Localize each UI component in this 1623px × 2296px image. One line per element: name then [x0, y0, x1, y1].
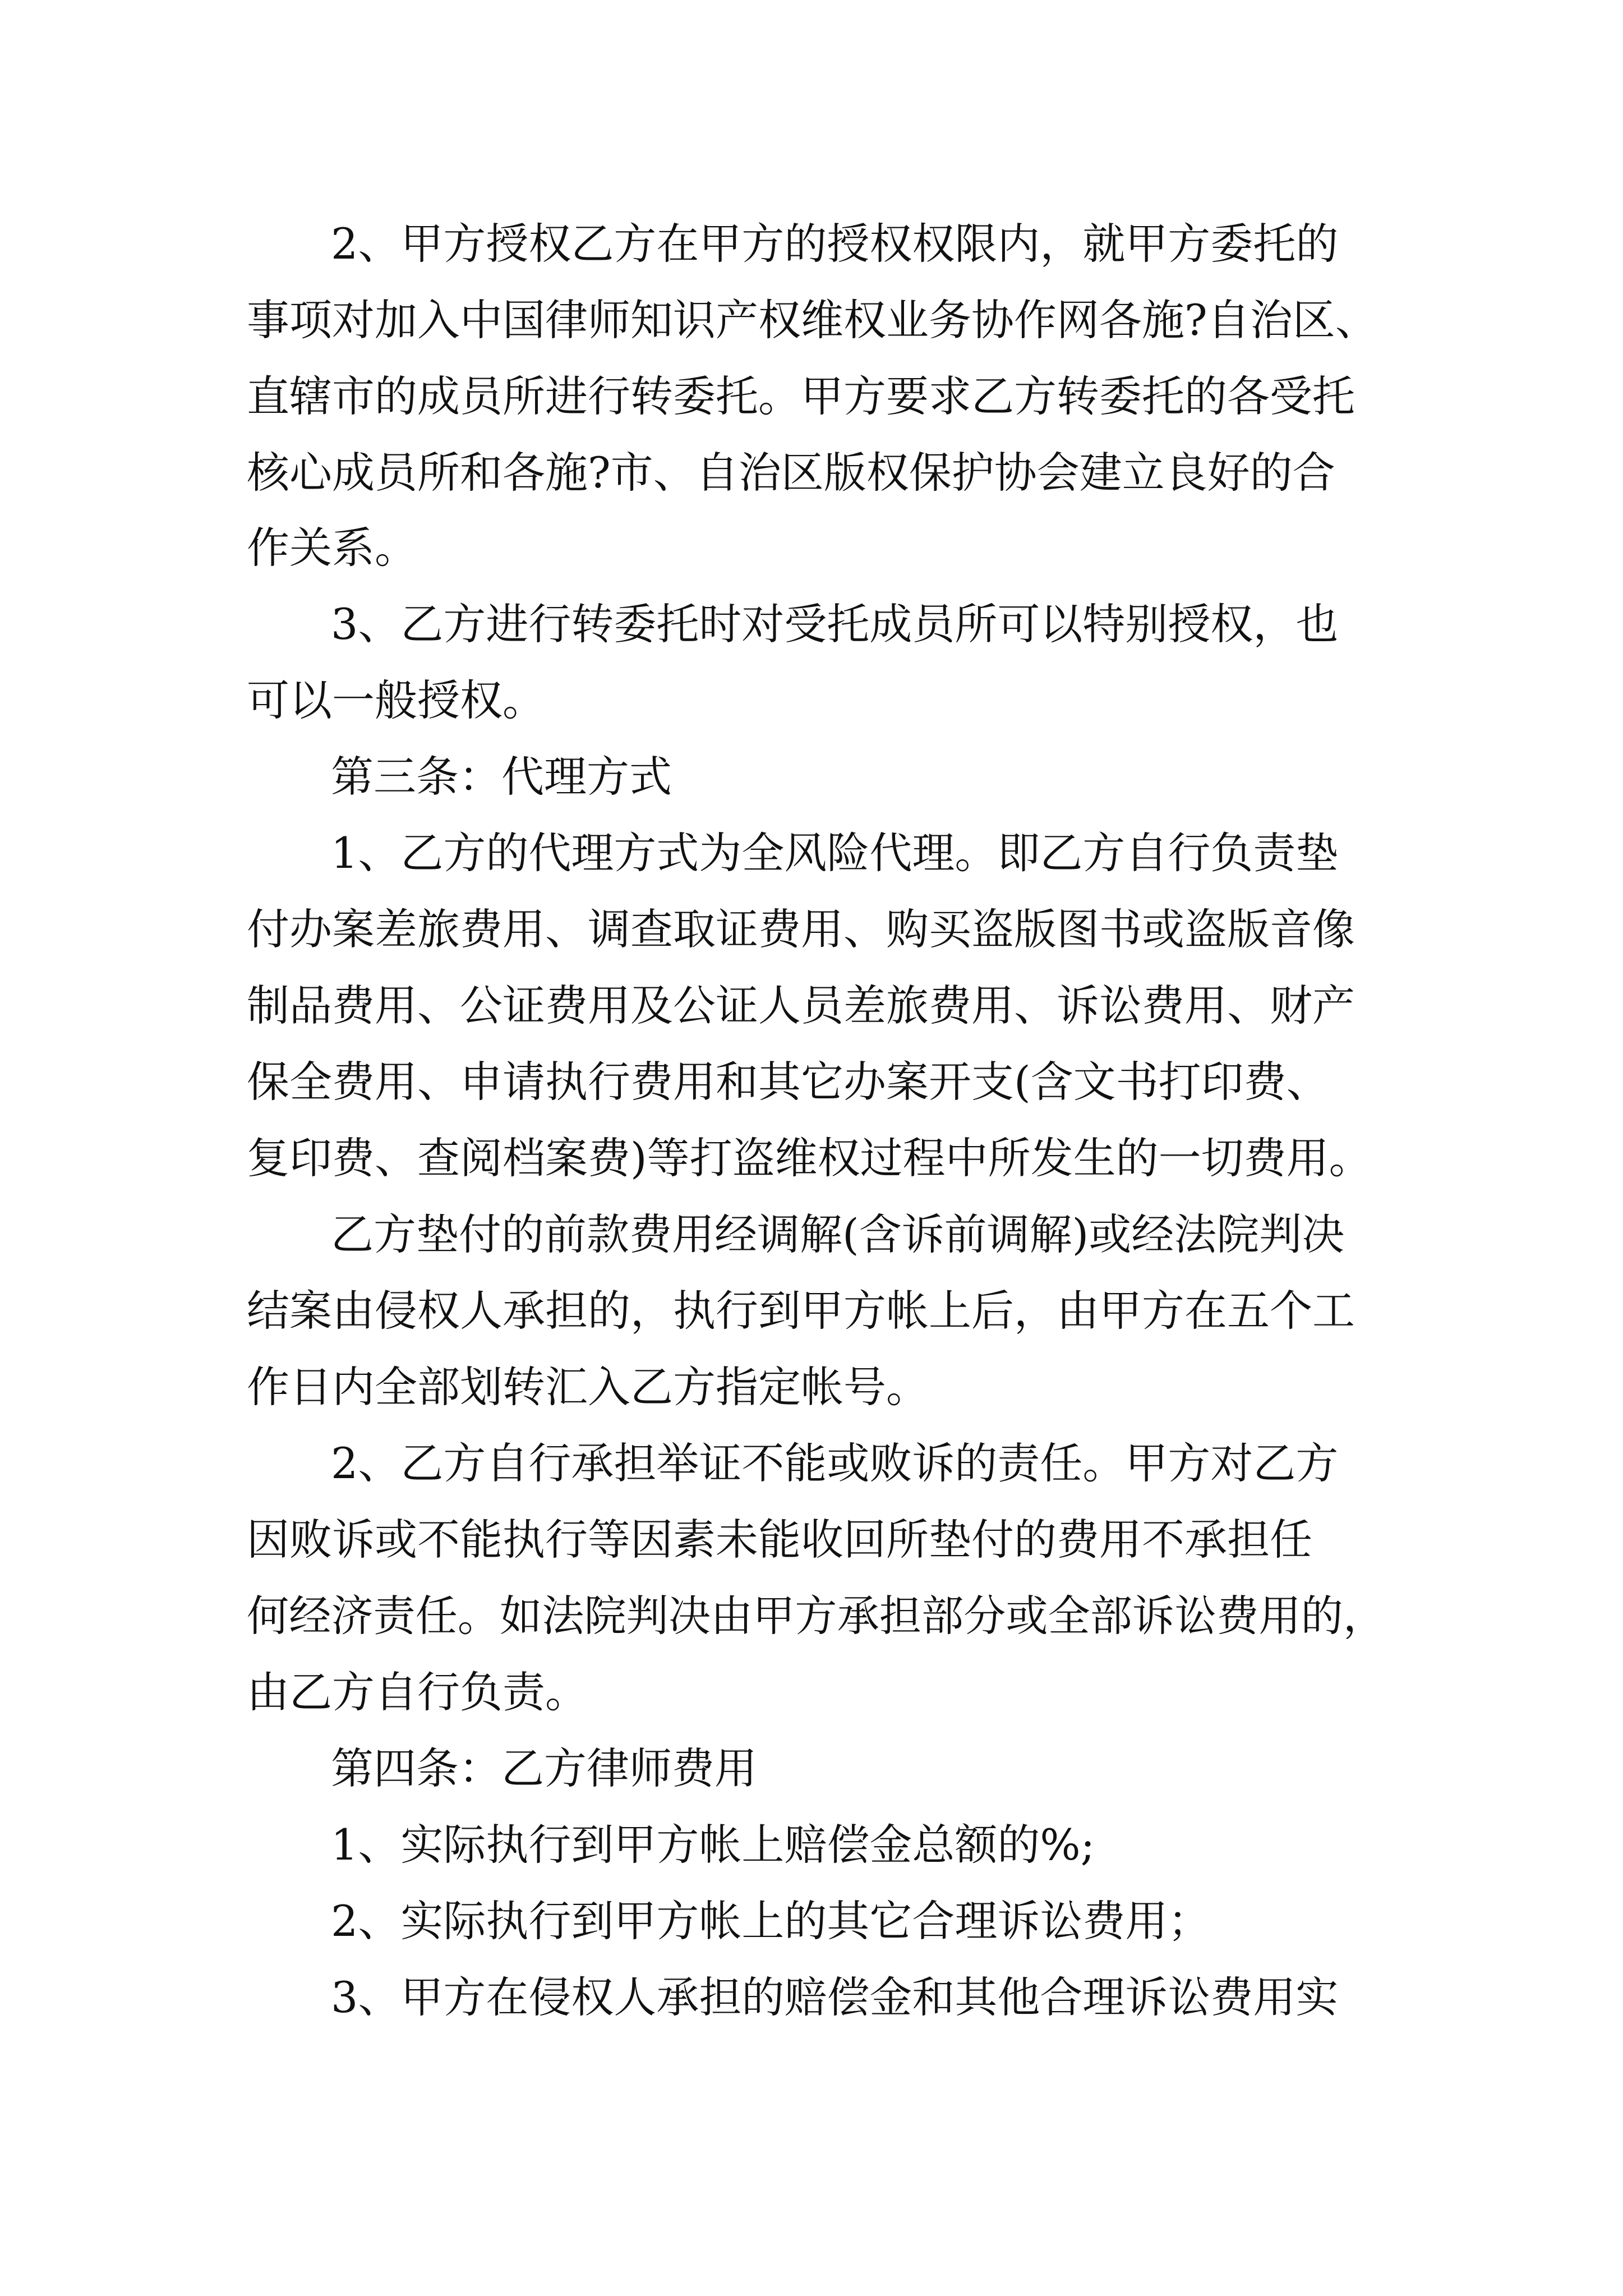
text-line	[0, 1348, 1623, 1427]
line-text: 2、实际执行到甲方帐上的其它合理诉讼费用；	[331, 1896, 1211, 1946]
line-text: 付办案差旅费用、调查取证费用、购买盗版图书或盗版音像	[247, 904, 1355, 954]
text-line	[0, 434, 1623, 512]
line-text: 何经济责任。如法院判决由甲方承担部分或全部诉讼费用的，	[247, 1591, 1386, 1641]
text-line	[0, 1882, 1623, 1961]
text-line	[0, 205, 1623, 283]
text-line	[0, 357, 1623, 436]
text-line	[0, 1272, 1623, 1350]
line-text: 作关系。	[247, 523, 417, 573]
line-text: 第四条：乙方律师费用	[331, 1743, 757, 1793]
line-text: 核心成员所和各施?市、自治区版权保护协会建立良好的合	[247, 448, 1335, 498]
text-line	[0, 967, 1623, 1045]
text-line	[0, 1806, 1623, 1884]
line-text: 2、甲方授权乙方在甲方的授权权限内，就甲方委托的	[331, 219, 1339, 269]
line-text: 2、乙方自行承担举证不能或败诉的责任。甲方对乙方	[331, 1438, 1339, 1488]
line-text: 3、乙方进行转委托时对受托成员所可以特别授权，也	[331, 599, 1339, 649]
line-text: 保全费用、申请执行费用和其它办案开支(含文书打印费、	[247, 1057, 1329, 1107]
text-line	[0, 1424, 1623, 1503]
text-line	[0, 585, 1623, 664]
line-text: 由乙方自行负责。	[247, 1667, 588, 1717]
text-line	[0, 509, 1623, 587]
line-text: 作日内全部划转汇入乙方指定帐号。	[247, 1362, 929, 1412]
line-text: 可以一般授权。	[247, 675, 545, 725]
text-line	[0, 1958, 1623, 2037]
line-text: 事项对加入中国律师知识产权维权业务协作网各施?自治区、	[247, 295, 1378, 345]
line-text: 1、乙方的代理方式为全风险代理。即乙方自行负责垫	[331, 828, 1339, 878]
line-text: 第三条：代理方式	[331, 752, 672, 802]
line-text: 3、甲方在侵权人承担的赔偿金和其他合理诉讼费用实	[331, 1972, 1339, 2022]
line-text: 乙方垫付的前款费用经调解(含诉前调解)或经法院判决	[331, 1209, 1345, 1259]
line-text: 1、实际执行到甲方帐上赔偿金总额的%;	[331, 1820, 1095, 1870]
text-line	[0, 1043, 1623, 1121]
text-line	[0, 1653, 1623, 1732]
text-line	[0, 1577, 1623, 1655]
line-text: 制品费用、公证费用及公证人员差旅费用、诉讼费用、财产	[247, 981, 1355, 1030]
text-line	[0, 1729, 1623, 1808]
line-text: 复印费、查阅档案费)等打盗维权过程中所发生的一切费用。	[247, 1133, 1372, 1183]
text-line	[0, 738, 1623, 816]
line-text: 直辖市的成员所进行转委托。甲方要求乙方转委托的各受托	[247, 371, 1355, 421]
text-line	[0, 890, 1623, 969]
line-text: 因败诉或不能执行等因素未能收回所垫付的费用不承担任	[247, 1515, 1312, 1565]
text-line	[0, 1501, 1623, 1579]
text-line	[0, 661, 1623, 740]
text-line	[0, 1119, 1623, 1198]
text-line	[0, 281, 1623, 360]
line-text: 结案由侵权人承担的，执行到甲方帐上后，由甲方在五个工	[247, 1286, 1355, 1336]
text-line	[0, 814, 1623, 892]
text-line	[0, 1195, 1623, 1274]
